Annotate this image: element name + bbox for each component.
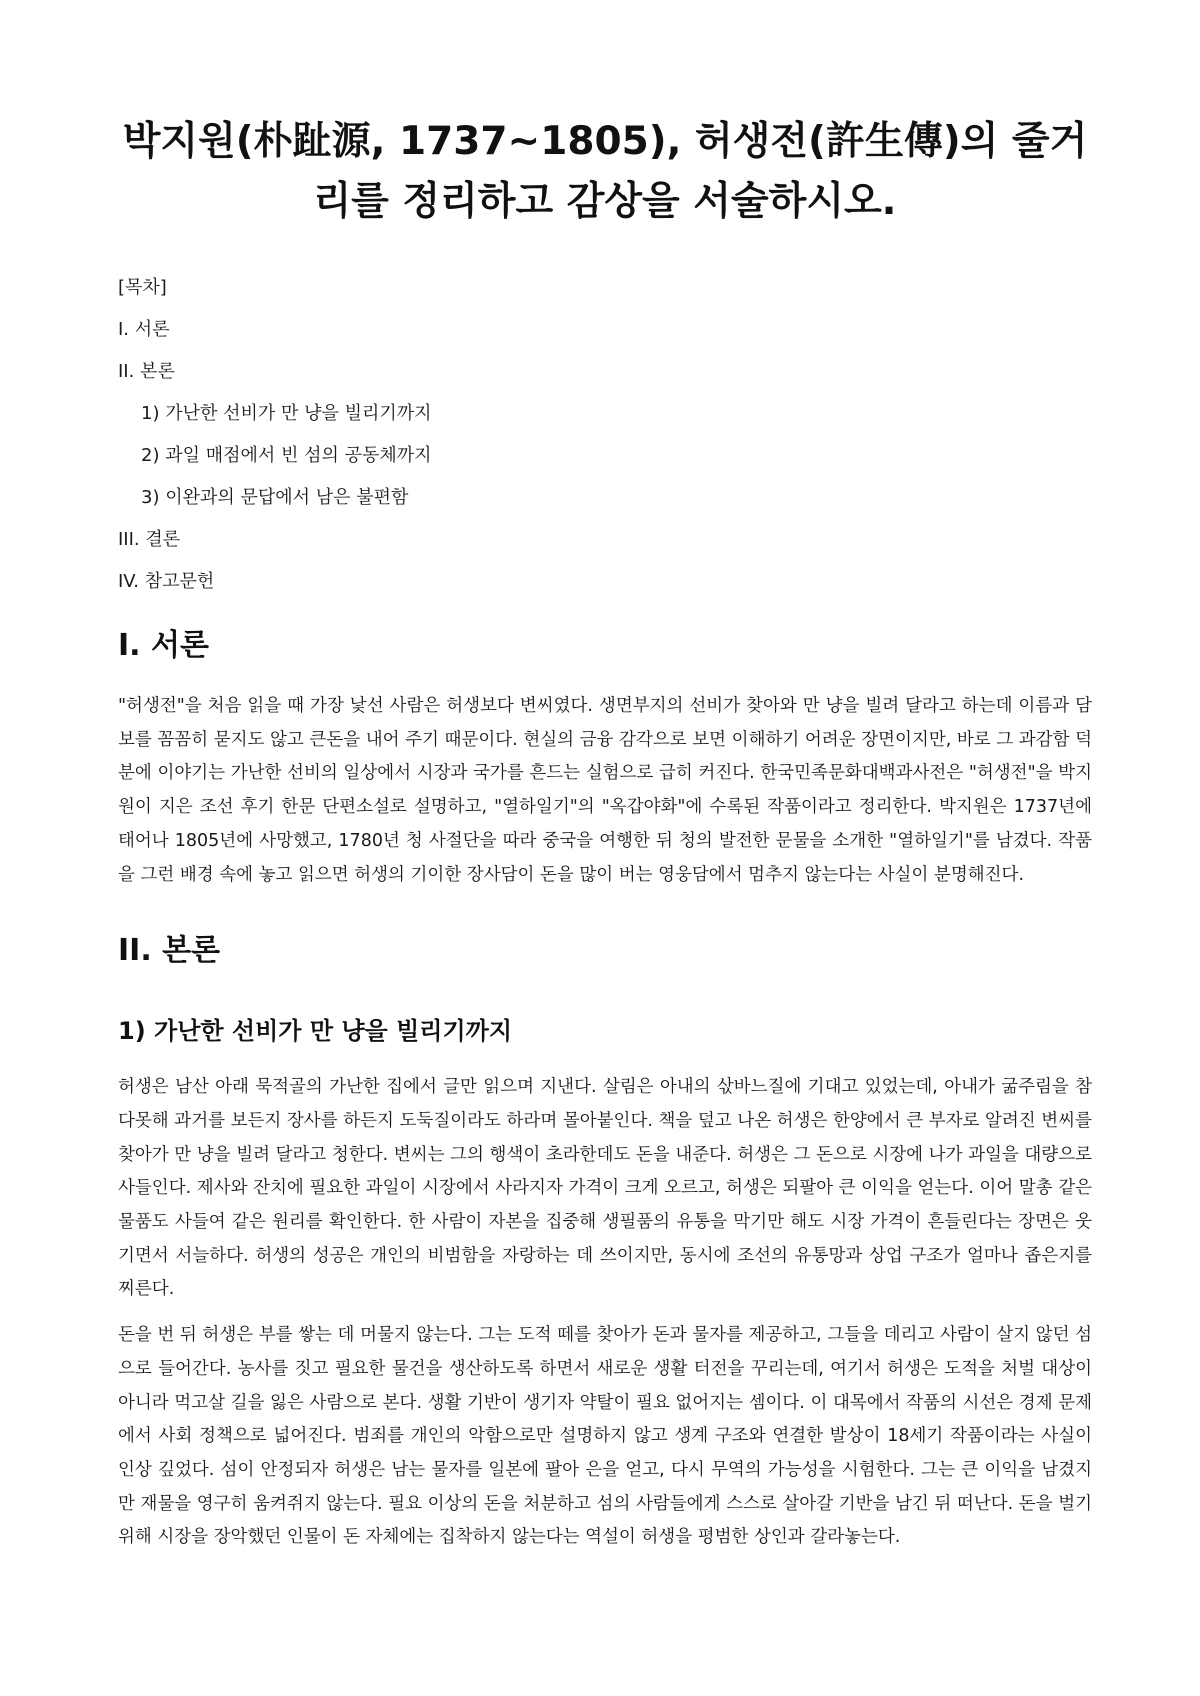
- toc-item-body-sub2: 2) 과일 매점에서 빈 섬의 공동체까지: [141, 445, 432, 466]
- toc-item-body-sub1: 1) 가난한 선비가 만 냥을 빌리기까지: [141, 403, 432, 424]
- intro-heading: I. 서론: [118, 628, 209, 663]
- body-sub1-paragraph-1: 허생은 남산 아래 묵적골의 가난한 집에서 글만 읽으며 지낸다. 살림은 아내의 삯바느질에 기대고 있었는데, 아내가 굶주림을 참다못해 과거를 보든지 장사를 하든지 도둑질이라도 하라며 몰아붙인다. 책을 덮고 나온 허생은 한양에서 큰 부자로 알려진 변씨를 찾아가 만 냥을 빌려 달라고 청한다. 변씨는 그의 행색이 초라한데도 돈을 내준다. 허생은 그 돈으로 시장에 나가 과일을 대량으로 사들인다. 제사와 잔치에 필요한 과일이 시장에서 사라지자 가격이 크게 오르고, 허생은 되팔아 큰 이익을 얻는다. 이어 말총 같은 물품도 사들여 같은 원리를 확인한다. 한 사람이 자본을 집중해 생필품의 유통을 막기만 해도 시장 가격이 흔들린다는 장면은 웃기면서 서늘하다. 허생의 성공은 개인의 비범함을 자랑하는 데 쓰이지만, 동시에 조선의 유통망과 상업 구조가 얼마나 좁은지를 찌른다.: [118, 1077, 1092, 1300]
- toc-item-references: IV. 참고문헌: [118, 571, 215, 592]
- body-heading: II. 본론: [118, 933, 221, 969]
- toc-item-body-sub3: 3) 이완과의 문답에서 남은 불편함: [141, 487, 409, 508]
- intro-paragraph: "허생전"을 처음 읽을 때 가장 낯선 사람은 허생보다 변씨였다. 생면부지의 선비가 찾아와 만 냥을 빌려 달라고 하는데 이름과 담보를 꼼꼼히 묻지도 않고 큰돈을 내어 주기 때문이다. 현실의 금융 감각으로 보면 이해하기 어려운 장면이지만, 바로 그 과감함 덕분에 이야기는 가난한 선비의 일상에서 시장과 국가를 흔드는 실험으로 급히 커진다. 한국민족문화대백과사전은 "허생전"을 박지원이 지은 조선 후기 한문 단편소설로 설명하고, "열하일기"의 "옥갑야화"에 수록된 작품이라고 정리한다. 박지원은 1737년에 태어나 1805년에 사망했고, 1780년 청 사절단을 따라 중국을 여행한 뒤 청의 발전한 문물을 소개한 "열하일기"를 남겼다. 작품을 그런 배경 속에 놓고 읽으면 허생의 기이한 장사담이 돈을 많이 버는 영웅담에서 멈추지 않는다는 사실이 분명해진다.: [118, 696, 1092, 885]
- section-spacer: [118, 995, 1092, 1015]
- toc-label: [목차]: [118, 277, 167, 298]
- table-of-contents: [118, 276, 1092, 593]
- toc-item-body: II. 본론: [118, 361, 175, 382]
- document-title: 박지원(朴趾源, 1737~1805), 허생전(許生傳)의 줄거리를 정리하고 감상을 서술하시오.: [122, 119, 1088, 224]
- toc-item-conclusion: III. 결론: [118, 529, 181, 550]
- body-sub1-paragraph-2: 돈을 번 뒤 허생은 부를 쌓는 데 머물지 않는다. 그는 도적 떼를 찾아가 돈과 물자를 제공하고, 그들을 데리고 사람이 살지 않던 섬으로 들어간다. 농사를 짓고 필요한 물건을 생산하도록 하면서 새로운 생활 터전을 꾸리는데, 여기서 허생은 도적을 처벌 대상이 아니라 먹고살 길을 잃은 사람으로 본다. 생활 기반이 생기자 약탈이 필요 없어지는 셈이다. 이 대목에서 작품의 시선은 경제 문제에서 사회 정책으로 넓어진다. 범죄를 개인의 악함으로만 설명하지 않고 생계 구조와 연결한 발상이 18세기 작품이라는 사실이 인상 깊었다. 섬이 안정되자 허생은 남는 물자를 일본에 팔아 은을 얻고, 다시 무역의 가능성을 시험한다. 그는 큰 이익을 남겼지만 재물을 영구히 움켜쥐지 않는다. 필요 이상의 돈을 처분하고 섬의 사람들에게 스스로 살아갈 기반을 남긴 뒤 떠난다. 돈을 벌기 위해 시장을 장악했던 인물이 돈 자체에는 집착하지 않는다는 역설이 허생을 평범한 상인과 갈라놓는다.: [118, 1325, 1092, 1548]
- section-spacer: [118, 904, 1092, 932]
- body-sub1-heading: 1) 가난한 선비가 만 냥을 빌리기까지: [118, 1017, 513, 1046]
- toc-item-intro: I. 서론: [118, 319, 170, 340]
